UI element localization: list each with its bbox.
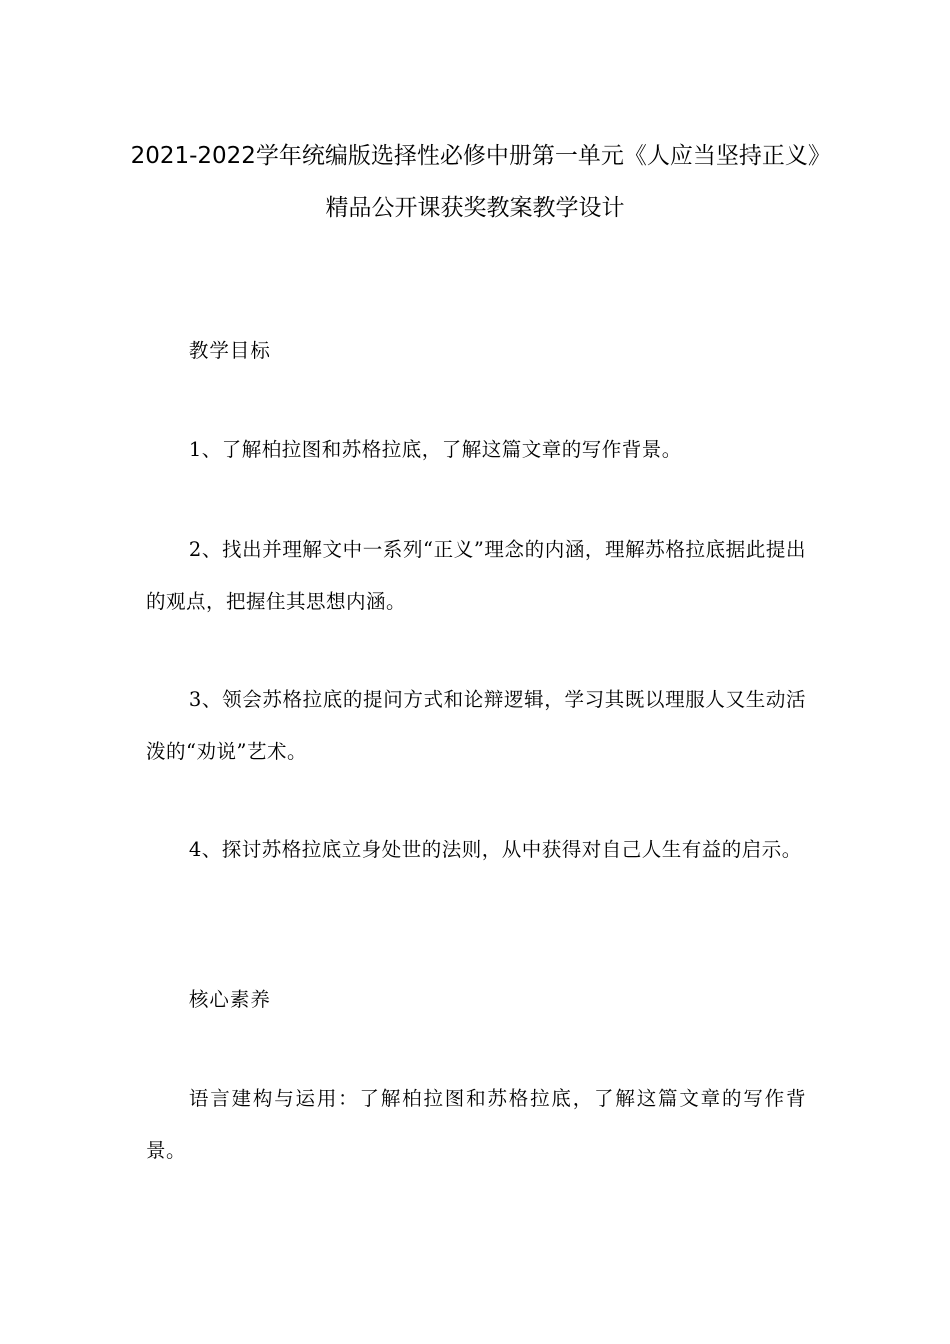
- objective-paragraph-3: 3、领会苏格拉底的提问方式和论辩逻辑，学习其既以理服人又生动活泼的“劝说”艺术。: [146, 688, 806, 763]
- objective-paragraph-1: 1、了解柏拉图和苏格拉底，了解这篇文章的写作背景。: [188, 438, 682, 461]
- objective-paragraph-4: 4、探讨苏格拉底立身处世的法则，从中获得对自己人生有益的启示。: [188, 838, 802, 861]
- section-heading-core-literacy: 核心素养: [188, 988, 271, 1011]
- core-literacy-paragraph-1: 语言建构与运用：了解柏拉图和苏格拉底，了解这篇文章的写作背景。: [146, 1087, 806, 1162]
- document-title: 2021-2022学年统编版选择性必修中册第一单元《人应当坚持正义》精品公开课获奖教案教学设计: [130, 143, 820, 221]
- section-heading-teaching-objectives: 教学目标: [188, 339, 271, 362]
- objective-paragraph-2: 2、找出并理解文中一系列“正义”理念的内涵，理解苏格拉底据此提出的观点，把握住其思想内涵。: [146, 538, 806, 613]
